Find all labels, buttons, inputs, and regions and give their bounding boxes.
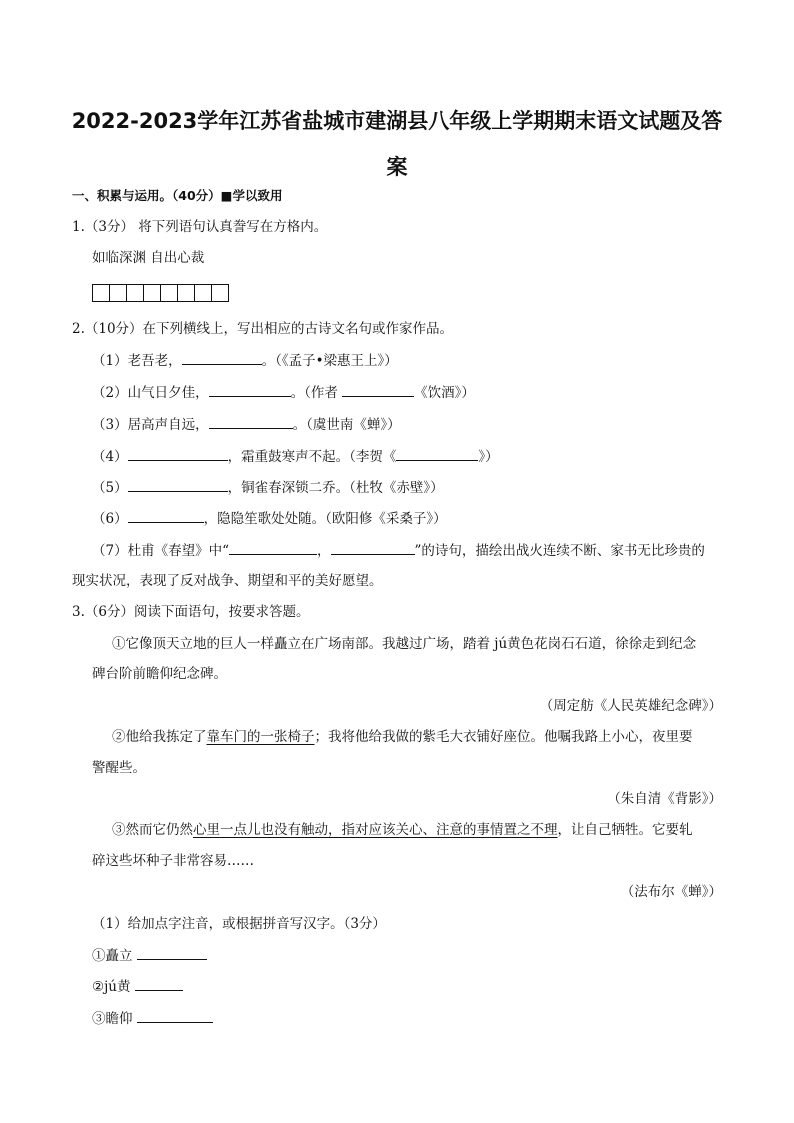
writing-grid[interactable] xyxy=(92,284,228,302)
grid-cell[interactable] xyxy=(211,284,229,302)
answer-blank[interactable] xyxy=(396,446,478,461)
item-text: 《饮酒》） xyxy=(414,385,475,401)
q3-sub1-c xyxy=(92,1008,213,1029)
answer-blank[interactable] xyxy=(135,976,183,991)
item-text: ， xyxy=(317,543,331,559)
item-text: 。（《孟子•梁惠王上》） xyxy=(261,353,398,369)
item-text: （7）杜甫《春望》中“ xyxy=(92,543,229,559)
item-text: ”的诗句，描绘出战火连续不断、家书无比珍贵的 xyxy=(414,543,705,559)
q3-sub1-a xyxy=(92,945,207,966)
answer-blank[interactable] xyxy=(182,350,262,365)
passage-3-line-1 xyxy=(112,820,693,840)
q2-item-3 xyxy=(92,414,401,435)
underlined-phrase: 心里一点儿也没有触动，指对应该关心、注意的事情置之不理 xyxy=(193,822,558,838)
q2-item-1 xyxy=(92,350,398,371)
q2-item-4 xyxy=(92,446,499,467)
passage-3-line-2: 碎这些坏种子非常容易…… xyxy=(92,853,254,869)
grid-cell[interactable] xyxy=(177,284,195,302)
passage-text: ③然而它仍然 xyxy=(112,822,193,838)
grid-cell[interactable] xyxy=(109,284,127,302)
item-text: ，霜重鼓寒声不起。（李贺《 xyxy=(227,449,397,465)
item-text: ，隐隐笙歌处处随。（欧阳修《采桑子》） xyxy=(203,511,447,527)
item-text: 》） xyxy=(478,449,499,465)
passage-2-line-2: 警醒些。 xyxy=(92,760,146,776)
q1-phrase: 如临深渊 自出心裁 xyxy=(92,250,205,266)
passage-2-source: （朱自清《背影》） xyxy=(607,791,722,807)
passage-text: ②他给我拣定了 xyxy=(112,729,207,745)
answer-blank[interactable] xyxy=(331,540,415,555)
passage-1-line-1: ①它像顶天立地的巨人一样矗立在广场南部。我越过广场，踏着 jú黄色花岗石石道，徐徐走到纪念 xyxy=(112,636,697,652)
q3-sub1-stem: （1）给加点字注音，或根据拼音写汉字。（3分） xyxy=(92,916,386,932)
item-text: ②jú黄 xyxy=(92,979,135,995)
title-line-1: 2022-2023学年江苏省盐城市建湖县八年级上学期期末语文试题及答 xyxy=(71,109,723,133)
answer-blank[interactable] xyxy=(128,508,204,523)
answer-blank[interactable] xyxy=(209,414,293,429)
answer-blank[interactable] xyxy=(128,446,228,461)
q2-item-2 xyxy=(92,382,475,403)
answer-blank[interactable] xyxy=(229,540,317,555)
item-text: 。（作者 xyxy=(290,385,343,401)
passage-text: ，让自己牺牲。它要轧 xyxy=(557,822,693,838)
title-line-2: 案 xyxy=(386,155,408,179)
grid-cell[interactable] xyxy=(126,284,144,302)
answer-blank[interactable] xyxy=(128,477,228,492)
item-text: ①矗立 xyxy=(92,948,137,964)
passage-2-line-1 xyxy=(112,727,693,747)
item-text: ，铜雀春深锁二乔。（杜牧《赤壁》） xyxy=(227,480,444,496)
item-text: （6） xyxy=(92,511,128,527)
answer-blank[interactable] xyxy=(209,382,291,397)
item-text: 。（虞世南《蝉》） xyxy=(292,417,401,433)
q1-stem: 1.（3分） 将下列语句认真誊写在方格内。 xyxy=(72,219,328,235)
answer-blank[interactable] xyxy=(137,945,207,960)
answer-blank[interactable] xyxy=(137,1008,213,1023)
item-text: （2）山气日夕佳， xyxy=(92,385,209,401)
grid-cell[interactable] xyxy=(194,284,212,302)
q3-stem: 3.（6分）阅读下面语句，按要求答题。 xyxy=(72,604,310,620)
q2-item-7-cont: 现实状况，表现了反对战争、期望和平的美好愿望。 xyxy=(72,573,383,589)
answer-blank[interactable] xyxy=(342,382,414,397)
grid-cell[interactable] xyxy=(92,284,110,302)
q3-sub1-b xyxy=(92,976,183,997)
grid-cell[interactable] xyxy=(160,284,178,302)
underlined-phrase: 靠车门的一张椅子 xyxy=(206,729,315,745)
q2-stem: 2.（10分）在下列横线上，写出相应的古诗文名句或作家作品。 xyxy=(72,321,454,337)
item-text: （3）居高声自远， xyxy=(92,417,209,433)
item-text: ③瞻仰 xyxy=(92,1011,137,1027)
item-text: （4） xyxy=(92,449,128,465)
page-title xyxy=(60,98,734,190)
q2-item-6 xyxy=(92,508,447,529)
grid-cell[interactable] xyxy=(143,284,161,302)
passage-3-source: （法布尔《蝉》） xyxy=(620,884,722,900)
item-text: （5） xyxy=(92,480,128,496)
q2-item-7 xyxy=(92,540,705,561)
passage-1-source: （周定舫《人民英雄纪念碑》） xyxy=(539,698,722,714)
section-heading: 一、积累与运用。（40分）■学以致用 xyxy=(72,188,283,203)
item-text: （1）老吾老， xyxy=(92,353,182,369)
passage-text: ；我将他给我做的紫毛大衣铺好座位。他嘱我路上小心，夜里要 xyxy=(314,729,693,745)
passage-1-line-2: 碑台阶前瞻仰纪念碑。 xyxy=(92,666,227,682)
q2-item-5 xyxy=(92,477,444,498)
